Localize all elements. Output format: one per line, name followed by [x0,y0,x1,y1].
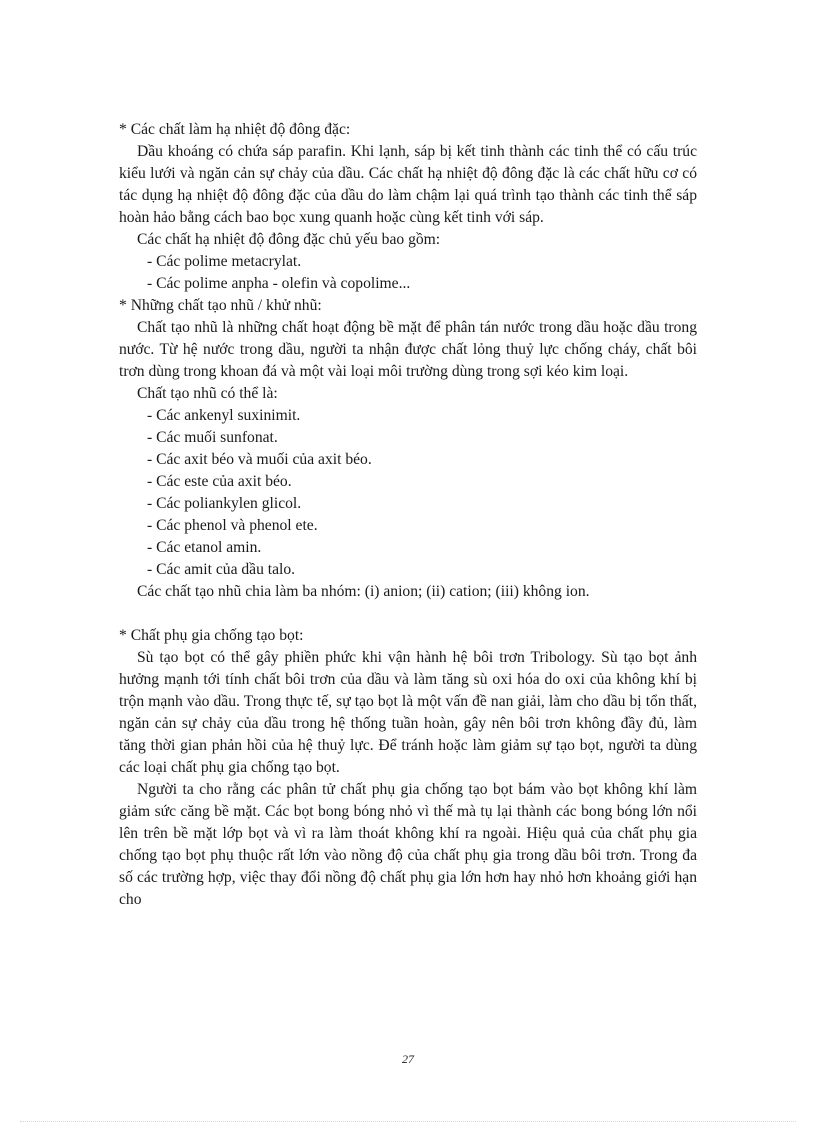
section-antifoam-additives [119,625,697,911]
list-item: - Các poliankylen glicol. [147,495,302,512]
section-pour-point-depressants [119,119,697,295]
list-intro: Các chất hạ nhiệt độ đông đặc chủ yếu bao gồm: [137,231,441,248]
list-item: - Các phenol và phenol ete. [147,517,318,534]
body-paragraph: Người ta cho rằng các phân tử chất phụ gia chống tạo bọt bám vào bọt không khí làm giảm sức căng bề mặt. Các bọt bong bóng nhỏ vì thế mà tụ lại thành các bong bóng lớn nổi lên trên bề mặt lớp bọt và vì ra làm thoát không khí ra ngoài. Hiệu quả của chất phụ gia chống tạo bọt phụ thuộc rất lớn vào nồng độ của chất phụ gia trong dầu bôi trơn. Trong đa số các trường hợp, việc thay đổi nồng độ chất phụ gia lớn hơn hay nhỏ hơn khoảng giới hạn cho [119,781,697,908]
body-paragraph: Chất tạo nhũ là những chất hoạt động bề mặt để phân tán nước trong dầu hoặc dầu trong nước. Từ hệ nước trong dầu, người ta nhận được chất lỏng thuỷ lực chống cháy, chất bôi trơn dùng trong khoan đá và một vài loại môi trường dùng trong sợi kéo kim loại. [119,319,697,380]
list-item: - Các polime anpha - olefin và copolime... [147,275,411,292]
document-body [119,119,697,911]
body-paragraph: Dầu khoáng có chứa sáp parafin. Khi lạnh, sáp bị kết tinh thành các tinh thể có cấu trúc kiểu lưới và ngăn cản sự chảy của dầu. Các chất hạ nhiệt độ đông đặc là các chất hữu cơ có tác dụng hạ nhiệt độ đông đặc của dầu do làm chậm lại quá trình tạo thành các tinh thể sáp hoàn hảo bằng cách bao bọc xung quanh hoặc cùng kết tinh với sáp. [119,143,697,226]
closing-line: Các chất tạo nhũ chia làm ba nhóm: (i) anion; (ii) cation; (iii) không ion. [137,583,590,600]
section-heading: * Các chất làm hạ nhiệt độ đông đặc: [119,121,351,138]
section-heading: * Những chất tạo nhũ / khử nhũ: [119,297,322,314]
body-paragraph: Sù tạo bọt có thể gây phiền phức khi vận hành hệ bôi trơn Tribology. Sù tạo bọt ảnh hưởng mạnh tới tính chất bôi trơn của dầu và làm tăng sù oxi hóa do oxi của không khí bị trộn mạnh vào dầu. Trong thực tế, sự tạo bọt là một vấn đề nan giải, làm cho dầu bị tổn thất, ngăn cản sự chảy của dầu trong hệ thống tuần hoàn, gây nên bôi trơn không đầy đủ, làm tăng thời gian phản hồi của hệ thuỷ lực. Để tránh hoặc làm giảm sự tạo bọt, người ta dùng các loại chất phụ gia chống tạo bọt. [119,649,697,776]
page-number: 27 [402,1052,414,1066]
list-item: - Các etanol amin. [147,539,262,556]
list-intro: Chất tạo nhũ có thể là: [137,385,278,402]
section-heading: * Chất phụ gia chống tạo bọt: [119,627,304,644]
page-bottom-divider [20,1121,796,1122]
section-spacer [119,603,697,625]
list-item: - Các muối sunfonat. [147,429,278,446]
bullet-list [119,251,697,295]
bullet-list [119,405,697,581]
section-emulsifiers [119,295,697,603]
list-item: - Các este của axit béo. [147,473,292,490]
list-item: - Các ankenyl suxinimit. [147,407,301,424]
list-item: - Các axit béo và muối của axit béo. [147,451,372,468]
list-item: - Các polime metacrylat. [147,253,302,270]
list-item: - Các amit của dầu talo. [147,561,296,578]
